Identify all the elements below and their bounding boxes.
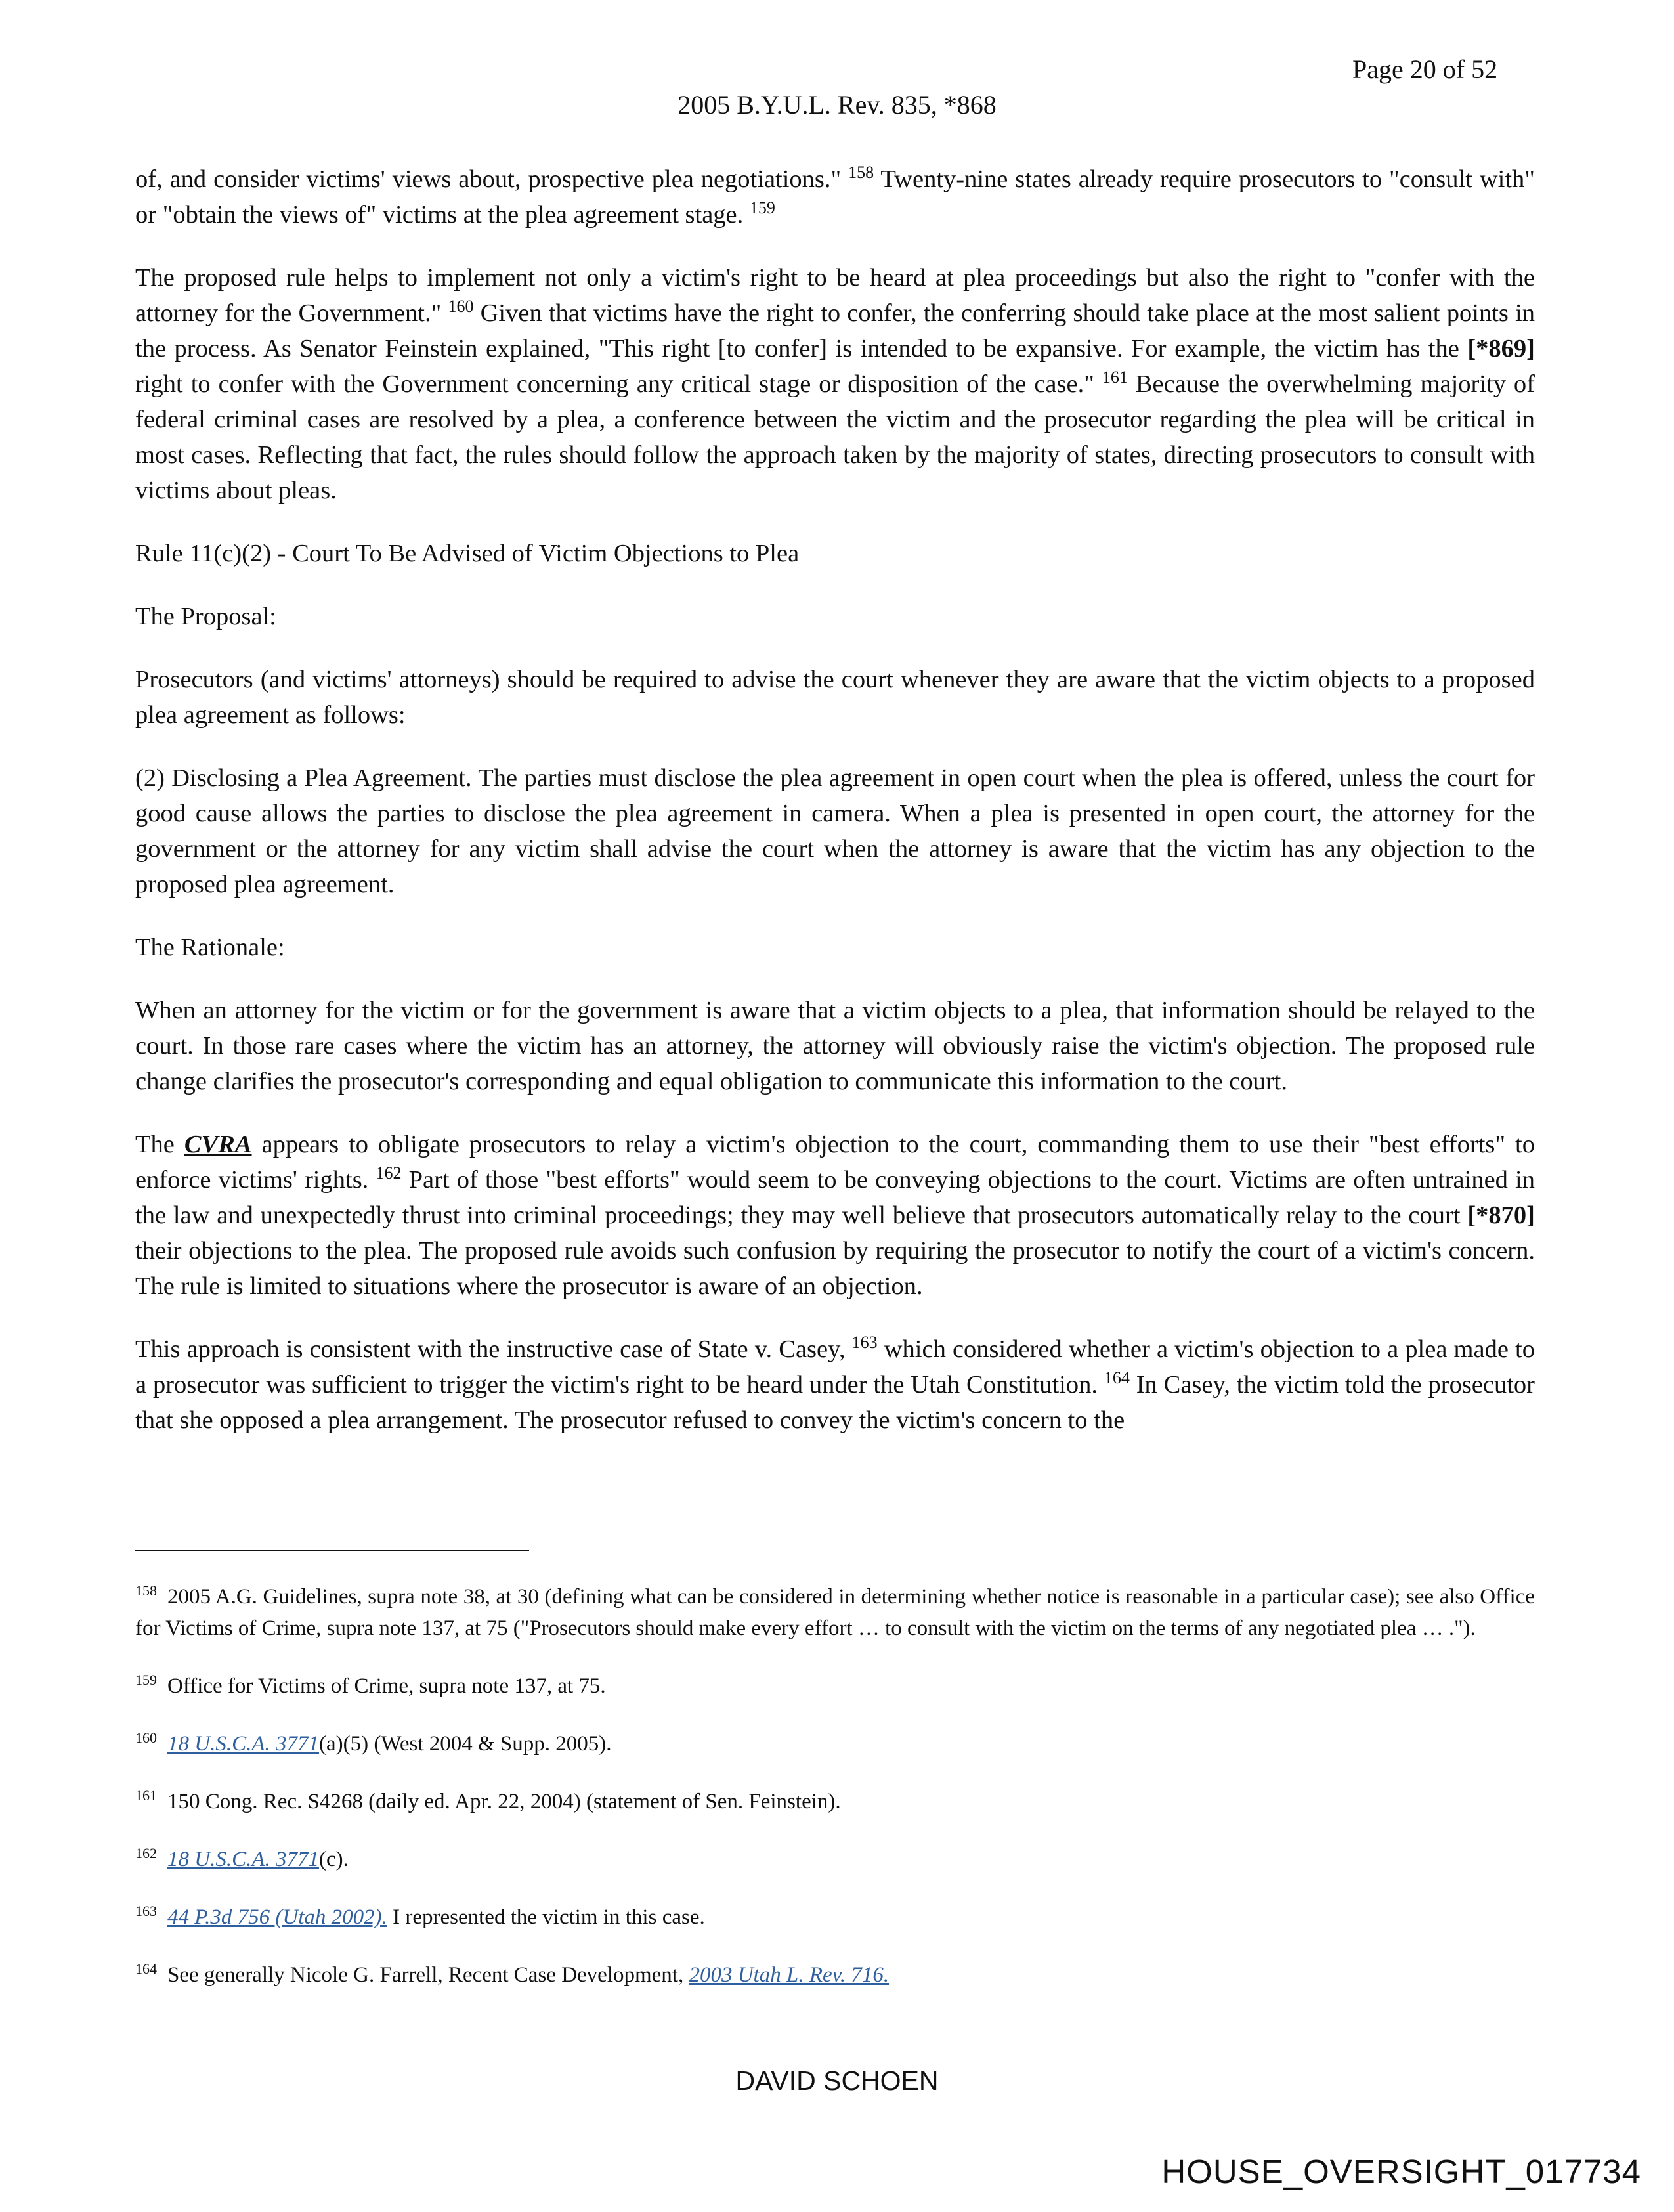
footnote-number: 162 — [135, 1845, 157, 1861]
article-body — [135, 162, 1535, 1465]
star-page-marker: [*869] — [1467, 335, 1535, 362]
body-text: right to confer with the Government concerning any critical stage or disposition of the case." — [135, 370, 1102, 398]
citation-link[interactable]: 18 U.S.C.A. 3771 — [167, 1848, 319, 1871]
paragraph — [135, 162, 1535, 232]
footnote-divider — [135, 1550, 529, 1551]
footnote — [135, 1844, 1535, 1875]
footnote — [135, 1728, 1535, 1760]
running-head: 2005 B.Y.U.L. Rev. 835, *868 — [677, 90, 997, 119]
paragraph: Prosecutors (and victims' attorneys) should be required to advise the court whenever they are aware that the victim objects to a proposed plea agreement as follows: — [135, 666, 1535, 729]
body-text: of, and consider victims' views about, prospective plea negotiations." — [135, 165, 849, 193]
paragraph — [135, 1332, 1535, 1438]
bates-number: HOUSE_OVERSIGHT_017734 — [1161, 2153, 1641, 2190]
footnote — [135, 1959, 1535, 1991]
body-text: Part of those "best efforts" would seem to be conveying objections to the court. Victims are often untrained in the law and unexpectedly thrust into criminal proceedings; they may well believe that prosecutors automatically relay to the court — [135, 1166, 1535, 1229]
footnote-ref[interactable]: 158 — [848, 163, 874, 182]
footnote-ref[interactable]: 159 — [749, 198, 775, 217]
footnote — [135, 1901, 1535, 1933]
body-text: appears to obligate prosecutors to relay a victim's objection to the court, commanding them to use their "best efforts" to enforce victims' rights. — [135, 1131, 1535, 1194]
footnote-number: 161 — [135, 1787, 157, 1804]
body-text: The proposed rule helps to implement not only a victim's right to be heard at plea proceedings but also the right to "confer with the attorney for the Government." — [135, 264, 1535, 327]
star-page-marker: [*870] — [1467, 1202, 1535, 1229]
paragraph — [135, 1127, 1535, 1304]
body-text: Twenty-nine states already require prosecutors to "consult with" or "obtain the views of" victims at the plea agreement stage. — [135, 165, 1535, 228]
page-number: Page 20 of 52 — [1352, 54, 1498, 84]
body-text: their objections to the plea. The proposed rule avoids such confusion by requiring the prosecutor to notify the court of a victim's concern. The rule is limited to situations where the prosecutor is aware of an objection. — [135, 1237, 1535, 1300]
citation-link[interactable]: 18 U.S.C.A. 3771 — [167, 1732, 319, 1756]
footnote-text: (c). — [319, 1848, 349, 1871]
footnote-ref[interactable]: 162 — [376, 1163, 402, 1182]
footnotes — [135, 1581, 1535, 2017]
body-text: This approach is consistent with the instructive case of State v. Casey, — [135, 1335, 852, 1363]
footnote-ref[interactable]: 164 — [1104, 1368, 1130, 1387]
body-text: Because the overwhelming majority of federal criminal cases are resolved by a plea, a conference between the victim and the prosecutor regarding the plea will be critical in most cases. Reflecting that fact, the rules should follow the approach taken by the majority of states, directing prosecutors to consult with victims about pleas. — [135, 370, 1535, 504]
citation-link[interactable]: 44 P.3d 756 (Utah 2002). — [167, 1905, 387, 1929]
footnote-number: 158 — [135, 1582, 157, 1599]
footnote-text: (a)(5) (West 2004 & Supp. 2005). — [319, 1732, 612, 1756]
paragraph: When an attorney for the victim or for the government is aware that a victim objects to a plea, that information should be relayed to the court. In those rare cases where the victim has an attorney, the attorney will obviously raise the victim's objection. The proposed rule change clarifies the prosecutor's corresponding and equal obligation to communicate this information to the court. — [135, 997, 1535, 1095]
footnote-text: I represented the victim in this case. — [387, 1905, 705, 1929]
footnote-ref[interactable]: 163 — [851, 1333, 878, 1352]
footnote-ref[interactable]: 161 — [1102, 368, 1128, 387]
footnote-number: 164 — [135, 1961, 157, 1977]
footnote-number: 163 — [135, 1903, 157, 1919]
footnote — [135, 1581, 1535, 1644]
cvra-link[interactable]: CVRA — [184, 1131, 252, 1158]
paragraph — [135, 260, 1535, 508]
footnote-number: 160 — [135, 1729, 157, 1746]
rationale-heading: The Rationale: — [135, 934, 285, 961]
body-text: The — [135, 1131, 184, 1158]
footnote — [135, 1670, 1535, 1702]
body-text: Given that victims have the right to confer, the conferring should take place at the most salient points in the process. As Senator Feinstein explained, "This right [to confer] is intended to be expansive. For example, the victim has the — [135, 299, 1535, 362]
footnote-text: Office for Victims of Crime, supra note 137, at 75. — [167, 1674, 606, 1698]
body-text: which considered whether a victim's objection to a plea made to a prosecutor was sufficient to trigger the victim's right to be heard under the Utah Constitution. — [135, 1335, 1535, 1399]
footnote-text: 150 Cong. Rec. S4268 (daily ed. Apr. 22, 2004) (statement of Sen. Feinstein). — [167, 1790, 841, 1813]
footer-name: DAVID SCHOEN — [735, 2066, 939, 2096]
rule-heading: Rule 11(c)(2) - Court To Be Advised of Victim Objections to Plea — [135, 540, 800, 567]
footnote-text: See generally Nicole G. Farrell, Recent Case Development, — [167, 1963, 689, 1987]
footnote-number: 159 — [135, 1672, 157, 1688]
footnote-ref[interactable]: 160 — [448, 297, 474, 316]
footnote-text: 2005 A.G. Guidelines, supra note 38, at 30 (defining what can be considered in determining whether notice is reasonable in a particular case); see also Office for Victims of Crime, supra note 137, at 75 ("Prosecutors should make every effort … to consult with the victim on the terms of any negotiated plea … ."). — [135, 1585, 1535, 1640]
paragraph: (2) Disclosing a Plea Agreement. The parties must disclose the plea agreement in open court when the plea is offered, unless the court for good cause allows the parties to disclose the plea agreement in camera. When a plea is presented in open court, the attorney for the government or the attorney for any victim shall advise the court when the attorney is aware that the victim has any objection to the proposed plea agreement. — [135, 764, 1535, 898]
footnote — [135, 1786, 1535, 1817]
proposal-heading: The Proposal: — [135, 603, 276, 630]
citation-link[interactable]: 2003 Utah L. Rev. 716. — [689, 1963, 890, 1987]
body-text: In Casey, the victim told the prosecutor that she opposed a plea arrangement. The prosecutor refused to convey the victim's concern to the — [135, 1371, 1535, 1434]
